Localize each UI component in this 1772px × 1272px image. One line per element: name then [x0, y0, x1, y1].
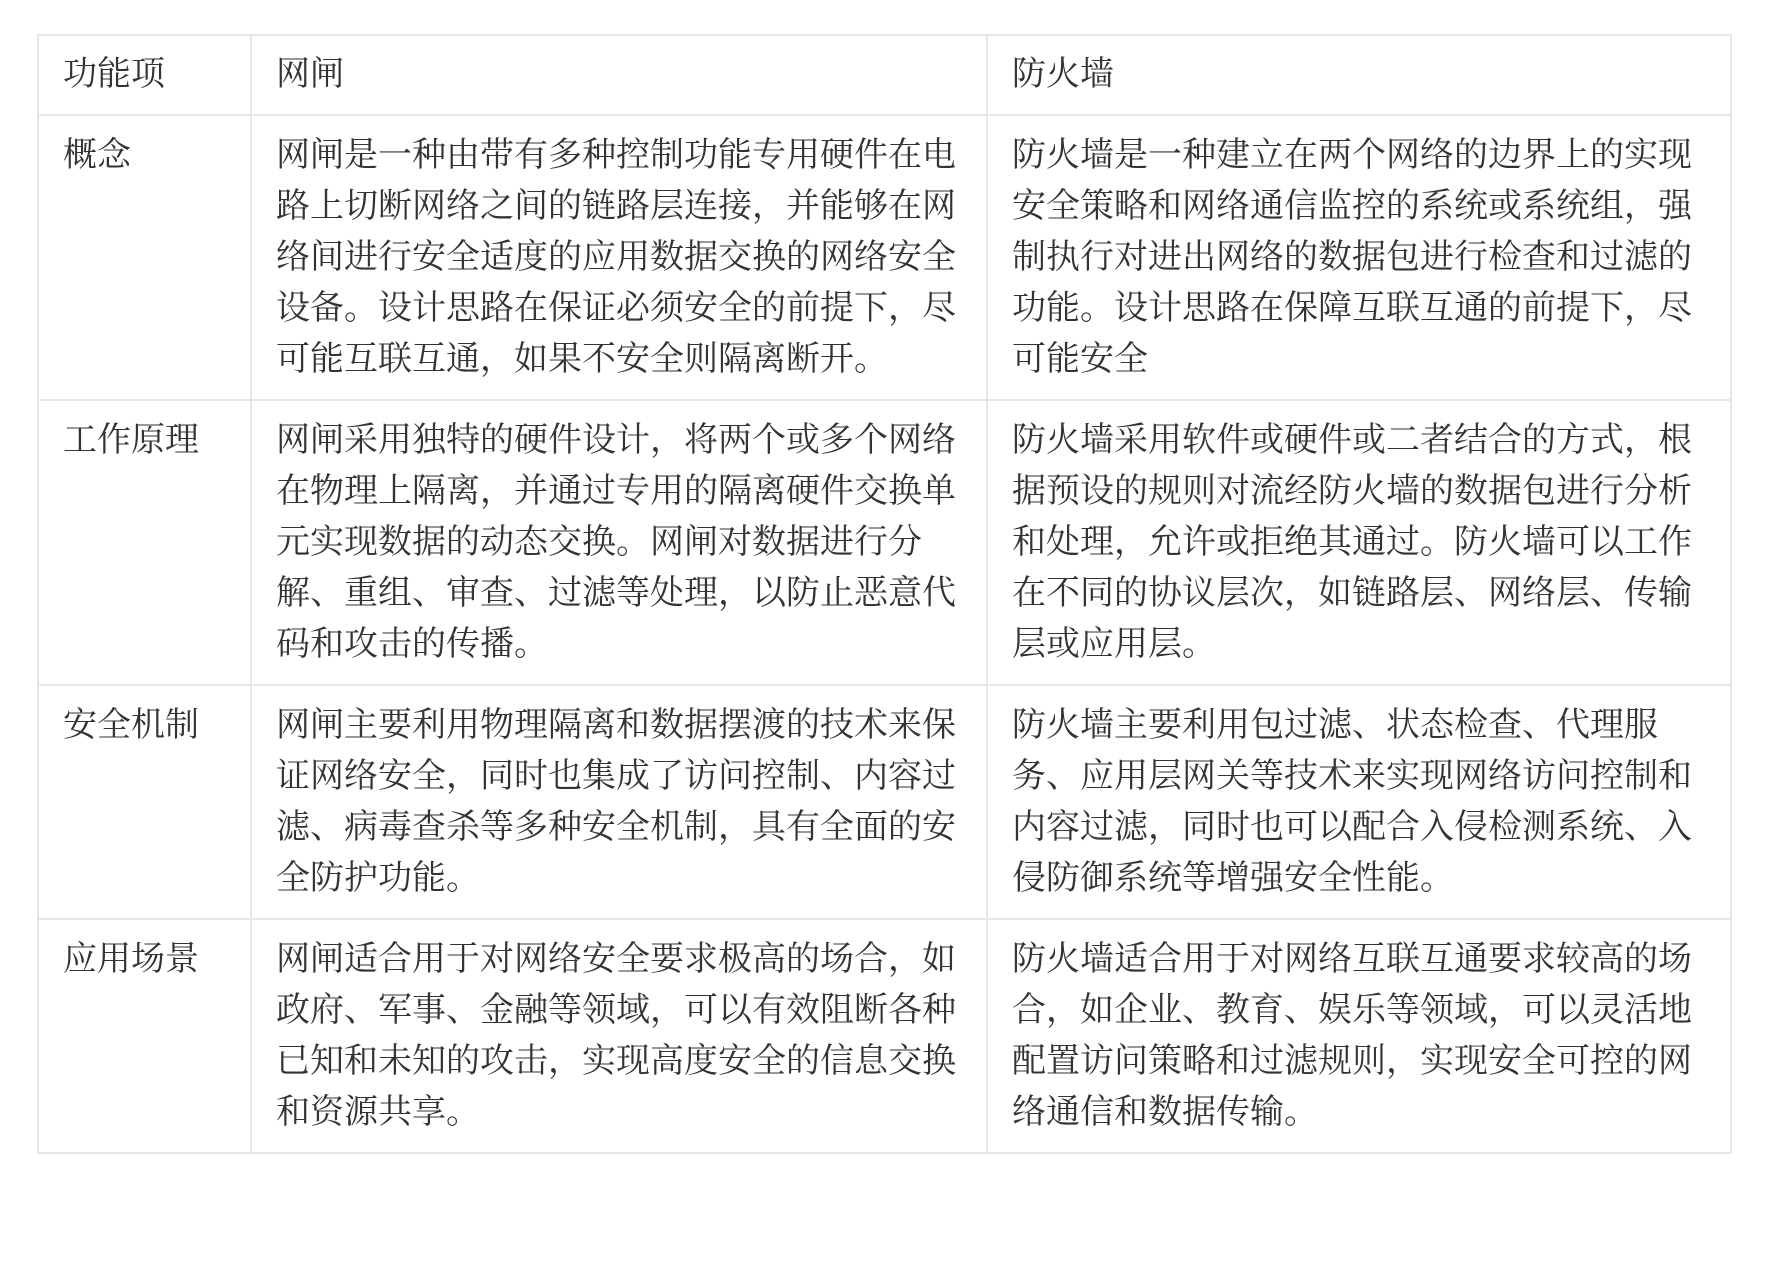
comparison-table [37, 34, 1732, 1154]
gatekeeper-cell: 网闸适合用于对网络安全要求极高的场合，如政府、军事、金融等领域，可以有效阻断各种已知和未知的攻击，实现高度安全的信息交换和资源共享。 [251, 919, 987, 1153]
header-gatekeeper: 网闸 [251, 35, 987, 115]
row-item-cell: 工作原理 [38, 400, 251, 685]
table-row [38, 685, 1731, 919]
header-firewall: 防火墙 [987, 35, 1731, 115]
firewall-cell: 防火墙适合用于对网络互联互通要求较高的场合，如企业、教育、娱乐等领域，可以灵活地配置访问策略和过滤规则，实现安全可控的网络通信和数据传输。 [987, 919, 1731, 1153]
comparison-table-container [37, 34, 1730, 1154]
firewall-cell: 防火墙是一种建立在两个网络的边界上的实现安全策略和网络通信监控的系统或系统组，强制执行对进出网络的数据包进行检查和过滤的功能。设计思路在保障互联互通的前提下，尽可能安全 [987, 115, 1731, 400]
table-row [38, 400, 1731, 685]
table-row [38, 919, 1731, 1153]
gatekeeper-cell: 网闸主要利用物理隔离和数据摆渡的技术来保证网络安全，同时也集成了访问控制、内容过滤、病毒查杀等多种安全机制，具有全面的安全防护功能。 [251, 685, 987, 919]
table-header-row [38, 35, 1731, 115]
firewall-cell: 防火墙主要利用包过滤、状态检查、代理服务、应用层网关等技术来实现网络访问控制和内容过滤，同时也可以配合入侵检测系统、入侵防御系统等增强安全性能。 [987, 685, 1731, 919]
gatekeeper-cell: 网闸是一种由带有多种控制功能专用硬件在电路上切断网络之间的链路层连接，并能够在网络间进行安全适度的应用数据交换的网络安全设备。设计思路在保证必须安全的前提下，尽可能互联互通，如果不安全则隔离断开。 [251, 115, 987, 400]
row-item-cell: 应用场景 [38, 919, 251, 1153]
gatekeeper-cell: 网闸采用独特的硬件设计，将两个或多个网络在物理上隔离，并通过专用的隔离硬件交换单元实现数据的动态交换。网闸对数据进行分解、重组、审查、过滤等处理，以防止恶意代码和攻击的传播。 [251, 400, 987, 685]
row-item-cell: 概念 [38, 115, 251, 400]
table-row [38, 115, 1731, 400]
row-item-cell: 安全机制 [38, 685, 251, 919]
header-item: 功能项 [38, 35, 251, 115]
firewall-cell: 防火墙采用软件或硬件或二者结合的方式，根据预设的规则对流经防火墙的数据包进行分析和处理，允许或拒绝其通过。防火墙可以工作在不同的协议层次，如链路层、网络层、传输层或应用层。 [987, 400, 1731, 685]
